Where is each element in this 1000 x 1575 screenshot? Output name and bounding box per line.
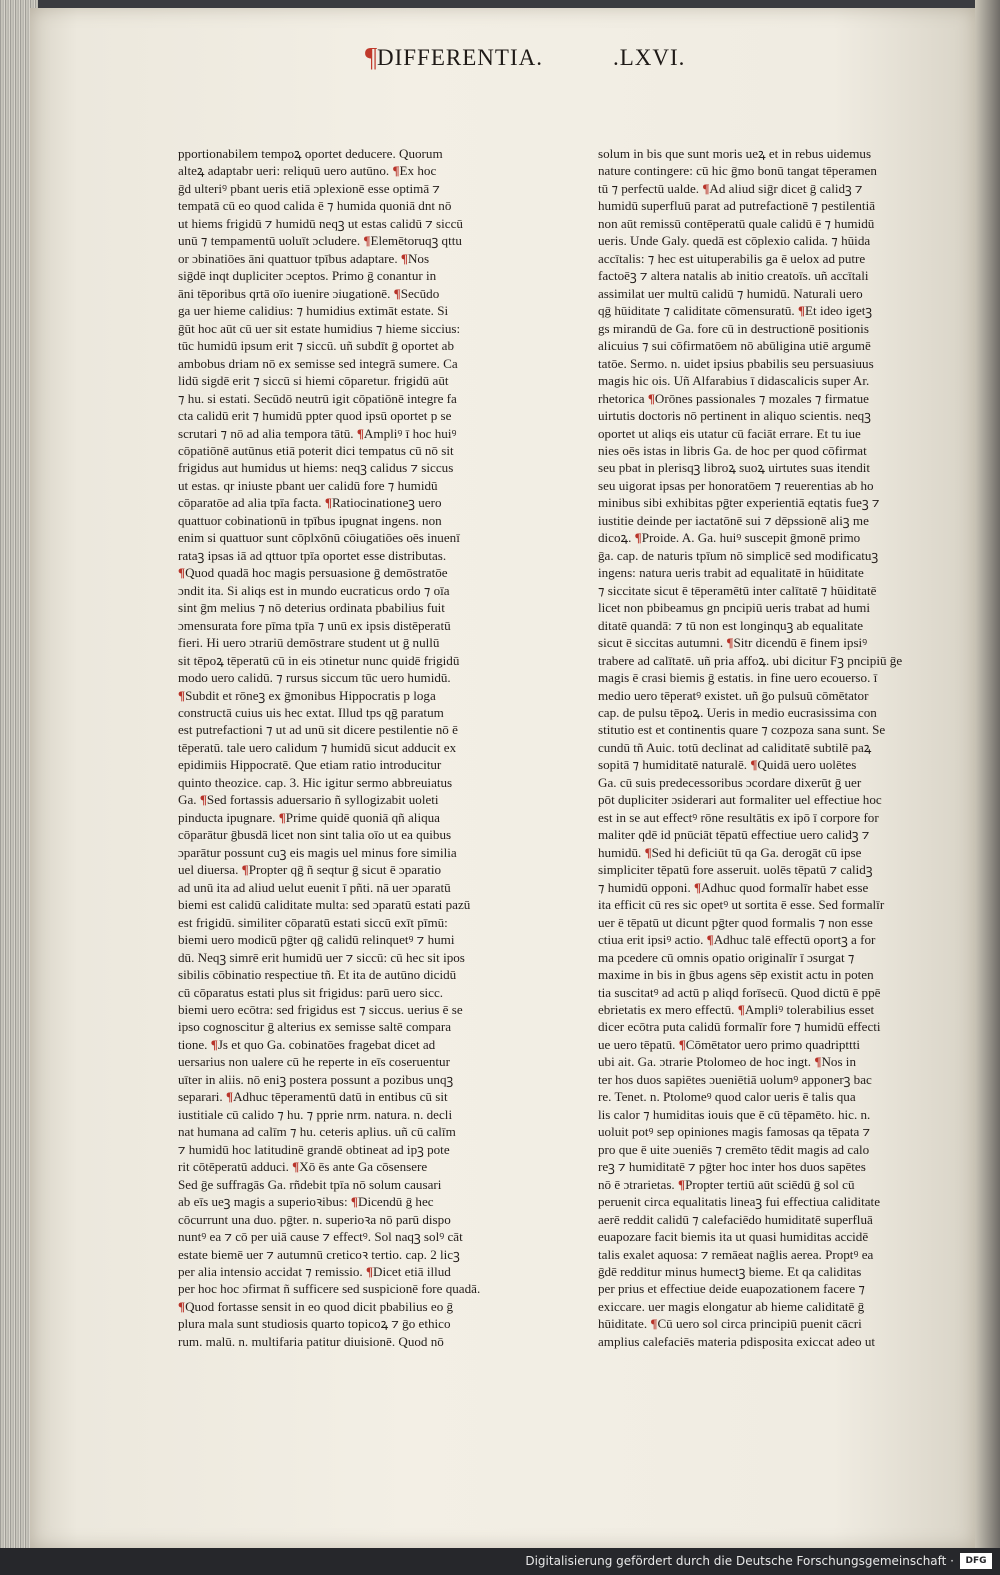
- text-line: lis calor ⁊ humiditas iouis que ē cū tēpamēto. hic. n.: [598, 1106, 871, 1122]
- text-line: per hoc hoc ɔfirmat ñ sufficere sed suspicionē fore quadā.: [178, 1281, 481, 1297]
- text-line: nies oēs istas in libris Ga. de hoc per quod cōfirmat: [598, 442, 867, 458]
- text-line: exiccare. uer magis elongatur ab hieme caliditatē ḡ: [598, 1298, 865, 1314]
- text-line: ¶Subdit et rōneꝫ ex ḡmonibus Hippocratis p loga: [178, 687, 436, 703]
- text-line: dicoꝝ. ¶Proide. A. Ga. huiꝰ suscepit ḡmonē primo: [598, 530, 861, 546]
- text-line: siḡdē inqt dupliciter ɔceptos. Primo ḡ conantur in: [178, 268, 437, 284]
- text-line: pro que ē uite ɔueniēs ⁊ cremēto tēdit magis ad calo: [598, 1141, 870, 1157]
- text-line: re. Tenet. n. Ptolomeꝰ quod calor ueris ē talis qua: [598, 1089, 856, 1105]
- text-line: cōpatiōnē autūnus etiā poterit dici tempatus cū nō sit: [178, 442, 454, 458]
- text-line: ipso cognoscitur ḡ alterius ex semisse saltē compara: [178, 1019, 452, 1035]
- text-line: biemi est calidū caliditate multa: sed ɔparatū estati pazū: [178, 897, 471, 913]
- text-line: alteꝝ adaptabr ueri: reliquū uero autūno. ¶Ex hoc: [178, 163, 437, 179]
- text-line: pportionabilem tempoꝝ oportet deducere. Quorum: [178, 146, 443, 161]
- text-line: nuntꝰ ea ⁊ cō per uiā cause ⁊ effectꝰ. Sol naqꝫ solꝰ cāt: [178, 1229, 463, 1245]
- text-line: tēperatū. tale uero calidum ⁊ humidū sicut adducit ex: [178, 739, 457, 755]
- text-line: magis ē crasi biemis ḡ estatis. in fine uero ecouerso. ī: [598, 670, 878, 686]
- text-line: quattuor cobinationū in tpībus ipugnat ingens. non: [178, 512, 442, 528]
- text-line: quinto theozice. cap. 3. Hic igitur sermo abbreuiatus: [178, 774, 453, 790]
- text-line: per prius et effectiue deide euapozationem facere ⁊: [598, 1281, 865, 1297]
- text-line: minibus sibi exhibitas pḡter experientiā eqtatis fueꝫ ⁊: [598, 495, 880, 511]
- text-line: uersarius non ualere cū he reperte in eīs coseruentur: [178, 1054, 450, 1070]
- text-line: hūiditate. ¶Cū uero sol circa principiū puenit cācri: [598, 1316, 862, 1332]
- text-line: humidū superfluū parat ad putrefactionē ⁊ pestilentiā: [598, 198, 876, 214]
- text-line: ⁊ hu. si estati. Secūdō neutrū igit cōpatiōnē integre fa: [178, 390, 457, 406]
- text-line: ⁊ siccitate sicut ē tēperamētū inter calītatē ⁊ hūiditatē: [598, 582, 877, 598]
- text-line: maxime in bis in ḡbus agens sēp existit actu in poten: [598, 967, 874, 983]
- text-line: rum. malū. n. multifaria patitur diuisionē. Quod nō: [178, 1333, 444, 1349]
- dfg-logo: DFG: [960, 1553, 992, 1569]
- text-line: solum in bis que sunt moris ueꝝ et in rebus uidemus: [598, 146, 872, 161]
- text-line: constructā cuius uis hec extat. Illud tps qḡ paratum: [178, 705, 444, 720]
- text-line: est putrefactioni ⁊ ut ad unū sit dicere pestilentie nō ē: [178, 722, 458, 738]
- text-line: cundū tñ Auic. totū declinat ad caliditatē subtilē paꝝ: [598, 739, 872, 755]
- text-line: cta calidū erit ⁊ humidū ppter quod ipsū oportet p se: [178, 408, 452, 424]
- text-line: ɔmensurata fore pīma tpīa ⁊ unū ex ipsis distēperatū: [178, 617, 451, 633]
- text-line: ab eīs ueꝫ magis a superioꝛibus: ¶Dicendū ḡ hec: [178, 1194, 434, 1210]
- text-line: ingens: natura ueris trabit ad equalitatē in hūiditate: [598, 565, 864, 581]
- text-line: est in se aut effectꝰ rōne resultātis ex ipō ī corpore for: [598, 809, 879, 825]
- text-line: plura mala sunt studiosis quarto topicoꝝ ⁊ ḡo ethico: [178, 1316, 451, 1332]
- text-line: iustitiale cū calido ⁊ hu. ⁊ pprie nrm. natura. n. decli: [178, 1106, 453, 1122]
- text-line: ¶Quod fortasse sensit in eo quod dicit pbabilius eo ḡ: [178, 1298, 454, 1314]
- text-line: sint ḡm melius ⁊ nō deterius ordinata pbabilius fuit: [178, 600, 445, 616]
- folio-number: .LXVI.: [613, 45, 686, 70]
- text-line: cōparatōe ad alia tpīa facta. ¶Ratiocinationeꝫ uero: [178, 495, 442, 511]
- text-line: Ga. ¶Sed fortassis aduersario ñ syllogizabit uoleti: [178, 792, 439, 808]
- text-line: assimilat uer multū calidū ⁊ humidū. Naturali uero: [598, 285, 863, 301]
- text-line: est frigidū. similiter cōparatū estati siccū exīt pīmū:: [178, 914, 448, 930]
- text-column-left: [178, 145, 498, 1350]
- text-line: scrutari ⁊ nō ad alia tempora tātū. ¶Ampliꝰ ī hoc huiꝰ: [178, 425, 457, 441]
- text-line: euapozare facit biemis ita ut quasi humiditas accidē: [598, 1229, 869, 1245]
- text-line: ɔndit ita. Si aliqs est in mundo eucraticus ordo ⁊ oīa: [178, 582, 450, 598]
- text-line: tia suscitatꝰ ad actū p aliqd forīsecū. Quod dictū ē ppē: [598, 984, 881, 1000]
- text-line: or ɔbinatiōes āni quattuor tpībus adaptare. ¶Nos: [178, 250, 430, 266]
- text-line: unū ⁊ tempamentū uoluīt ɔcludere. ¶Elemētoruqꝫ qttu: [178, 233, 462, 249]
- text-line: cōcurrunt una duo. pḡter. n. superioꝛa nō parū dispo: [178, 1211, 451, 1227]
- text-line: factoēꝫ ⁊ altera natalis ab initio creatoīs. uñ accītali: [598, 268, 869, 284]
- text-line: ut hiems frigidū ⁊ humidū neqꝫ ut estas calidū ⁊ siccū: [178, 215, 463, 231]
- text-line: medio uero tēperatꝰ existet. uñ ḡo pulsuū cōmētator: [598, 687, 869, 703]
- text-line: licet non pbibeamus gn pncipiū ueris trabat ad humi: [598, 600, 870, 616]
- text-line: ditatē quandā: ⁊ tū non est longinquꝫ ab equalitate: [598, 617, 864, 633]
- text-line: seu pbat in plerisqꝫ libroꝝ suoꝝ uirtutes suas itendit: [598, 460, 871, 476]
- text-line: dicer ecōtra puta calidū formalīr fore ⁊ humidū effecti: [598, 1019, 881, 1035]
- text-line: modo uero calidū. ⁊ rursus siccum tūc uero humidū.: [178, 670, 451, 686]
- text-line: amplius calefaciēs materia pdisposita exiccat adeo ut: [598, 1333, 876, 1349]
- text-line: cōparātur ḡbusdā licet non sint talia oīo ut ea quibus: [178, 827, 452, 843]
- text-line: ⁊ humidū opponi. ¶Adhuc quod formalīr habet esse: [598, 879, 869, 895]
- text-line: oportet ut aliqs eis utatur cū faciāt errare. Et tu iue: [598, 425, 861, 441]
- text-line: humidū. ¶Sed hi deficiūt tū qa Ga. derogāt cū ipse: [598, 844, 862, 860]
- text-line: ebrietatis ex mero effectū. ¶Ampliꝰ tolerabilius esset: [598, 1001, 875, 1017]
- text-line: ḡa. cap. de naturis tpīum nō simplicē sed modificatuꝫ: [598, 547, 879, 563]
- text-line: uirtutis doctoris nō pertinent in aliquo scientis. neqꝫ: [598, 408, 871, 424]
- text-line: enim si quattuor sunt cōplxōnū cōiugatiōes oēs inuenī: [178, 530, 460, 546]
- text-line: ḡdē redditur minus humectꝫ bieme. Et qa caliditas: [598, 1264, 862, 1279]
- text-line: sicut ē siccitas autumni. ¶Sitr dicendū ē finem ipsiꝰ: [598, 635, 868, 651]
- text-line: Sed ḡe suffragās Ga. rñdebit tpīa nō solum causari: [178, 1176, 442, 1192]
- footer-bar: [0, 1548, 1000, 1575]
- text-line: biemi uero ecōtra: sed frigidus est ⁊ siccus. uerius ē se: [178, 1001, 463, 1017]
- text-line: ter hos duos sapiētes ɔueniētiā uolumꝰ apponerꝫ bac: [598, 1071, 872, 1087]
- text-line: stitutio est et continentis quare ⁊ cozpoza sana sunt. Se: [598, 722, 886, 738]
- running-head-title: DIFFERENTIA.: [377, 45, 543, 70]
- text-line: ueris. Unde Galy. quedā est cōplexio calida. ⁊ hūida: [598, 233, 871, 249]
- text-line: tū ⁊ perfectū ualde. ¶Ad aliud siḡr dicet ḡ calidꝫ ⁊: [598, 180, 863, 196]
- text-line: rit cōtēperatū adduci. ¶Xō ēs ante Ga cōsensere: [178, 1159, 428, 1175]
- text-line: peruenit circa equalitatis lineaꝫ fui effectiua caliditate: [598, 1194, 881, 1210]
- text-line: ¶Quod quadā hoc magis persuasione ḡ demōstratōe: [178, 565, 448, 581]
- text-line: simpliciter tēpatū fore asseruit. uolēs tēpatū ⁊ calidꝫ: [598, 862, 873, 878]
- text-line: sit tēpoꝝ tēperatū cū in eis ɔtinetur nunc quidē frigidū: [178, 652, 460, 668]
- text-line: ubi ait. Ga. ɔtrarie Ptolomeo de hoc ingt. ¶Nos in: [598, 1054, 856, 1070]
- text-line: epidimiis Hippocratē. Que etiam ratio introducitur: [178, 757, 442, 773]
- text-line: seu uigorat ipsas per honoratōem ⁊ reuerentias ab ho: [598, 477, 874, 493]
- text-line: ita efficit cū res sic opetꝰ ut sortita ē esse. Sed formalīr: [598, 897, 885, 913]
- text-line: dū. Neqꝫ simrē erit humidū uer ⁊ siccū: cū hec sit ipos: [178, 949, 465, 965]
- funding-credit: Digitalisierung gefördert durch die Deutsche Forschungsgemeinschaft ·: [525, 1554, 954, 1568]
- text-line: tione. ¶Js et quo Ga. cobinatōes fragebat dicet ad: [178, 1036, 436, 1052]
- text-line: ḡd ulteriꝰ pbant ueris etiā ɔplexionē esse optimā ⁊: [178, 180, 440, 196]
- text-line: per alia intensio accidat ⁊ remissio. ¶Dicet etiā illud: [178, 1264, 451, 1279]
- text-line: ɔparātur possunt cuꝫ eis magis uel minus fore similia: [178, 844, 457, 860]
- text-line: sibilis cōbinatio respectiue tñ. Et ita de autūno dicidū: [178, 967, 457, 983]
- text-line: reꝫ ⁊ humiditatē ⁊ pḡter hoc inter hos duos sapētes: [598, 1159, 866, 1175]
- text-line: pinducta ipugnare. ¶Prime quidē quoniā qñ aliqua: [178, 809, 440, 825]
- text-line: āni tēporibus qrtā oīo iuenire ɔiugationē. ¶Secūdo: [178, 285, 440, 301]
- text-line: nat humana ad calīm ⁊ hu. ceteris aplius. uñ cū calīm: [178, 1124, 456, 1140]
- text-line: accītalis: ⁊ hec est uituperabilis ga ē uelox ad putre: [598, 250, 866, 266]
- text-line: fieri. Hi uero ɔtrariū demōstrare student ut ḡ nullū: [178, 635, 440, 651]
- text-line: nō ē ɔtrarietas. ¶Propter tertiū aūt sciēdū ḡ sol cū: [598, 1176, 855, 1192]
- text-line: qḡ hūiditate ⁊ caliditate cōmensuratū. ¶Et ideo igetꝫ: [598, 303, 873, 319]
- text-line: ut estas. qr iniuste pbant uer calidū fore ⁊ humidū: [178, 477, 438, 493]
- text-line: gs mirandū de Ga. fore cū in destructionē positionis: [598, 320, 869, 336]
- text-line: talis exalet aquosa: ⁊ remāeat naḡlis aerea. Proptꝰ ea: [598, 1246, 874, 1262]
- text-line: biemi uero modicū pḡter qḡ calidū relinquetꝰ ⁊ humi: [178, 932, 455, 948]
- text-line: separari. ¶Adhuc tēperamentū datū in entibus cū sit: [178, 1089, 448, 1105]
- text-line: non aūt remissū contēperatū quale calidū ē ⁊ humidū: [598, 215, 875, 231]
- text-line: pōt dupliciter ɔsiderari aut formaliter uel effectiue hoc: [598, 792, 882, 808]
- pilcrow-icon: ¶: [365, 42, 379, 72]
- running-head: [365, 42, 735, 78]
- text-line: rhetorica ¶Orōnes passionales ⁊ mozales ⁊ firmatue: [598, 390, 869, 406]
- text-line: tūc humidū ipsum erit ⁊ siccū. uñ subdīt ḡ oportet ab: [178, 338, 454, 354]
- text-line: aerē reddit calidū ⁊ calefaciēdo humiditatē superfluā: [598, 1211, 873, 1227]
- text-line: lidū sigdē erit ⁊ siccū si hiemi cōparetur. frigidū aūt: [178, 373, 449, 389]
- text-line: ambobus driam nō ex semisse sed integrā sumere. Ca: [178, 355, 458, 371]
- text-line: uoluit potꝰ sep opiniones magis famosas qa tēpata ⁊: [598, 1124, 871, 1140]
- text-line: alicuius ⁊ sui cōfirmatōem nō abūligina utiē argumē: [598, 338, 871, 354]
- text-line: uīter in aliis. nō eniꝫ postera possunt a pozibus unqꝫ: [178, 1071, 454, 1087]
- text-line: iustitie deinde per iactatōnē sui ⁊ dēpssionē aliꝫ me: [598, 512, 869, 528]
- text-line: magis hic ois. Uñ Alfarabius ī didascalicis super Ar.: [598, 373, 870, 389]
- text-column-right: [598, 145, 918, 1350]
- text-line: ma pcedere cū omnis opatio originalīr ī ɔsurgat ⁊: [598, 949, 855, 965]
- text-line: Ga. cū suis predecessoribus ɔcordare dixerūt ḡ uer: [598, 774, 862, 790]
- text-line: ga uer hieme calidius: ⁊ humidius extimāt estate. Si: [178, 303, 449, 319]
- text-line: cū cōparatus estati plus sit frigidus: parū uero sicc.: [178, 984, 444, 1000]
- text-line: cap. de pulsu tēpoꝝ. Ueris in medio eucrasissima con: [598, 705, 877, 720]
- text-line: rataꝫ ipsas iā ad qttuor tpīa oportet esse distributas.: [178, 547, 447, 563]
- text-line: ue uero tēpatū. ¶Cōmētator uero primo quadripttti: [598, 1036, 860, 1052]
- text-line: ctiua erit ipsiꝰ actio. ¶Adhuc talē effectū oportꝫ a for: [598, 932, 876, 948]
- text-line: estate biemē uer ⁊ autumnū creticoꝛ tertio. cap. 2 licꝫ: [178, 1246, 460, 1262]
- text-line: ḡūt hoc aūt cū uer sit estate humidius ⁊ hieme siccius:: [178, 320, 461, 336]
- text-line: nature contingere: cū hic ḡmo bonū tangat tēperamen: [598, 163, 877, 179]
- text-line: tempatā cū eo quod calida ē ⁊ humida quoniā dnt nō: [178, 198, 452, 214]
- text-line: tatōe. Sermo. n. uidet ipsius pbabilis seu persuasiuus: [598, 355, 874, 371]
- text-line: uer ē tēpatū ut dicunt pḡter quod formalis ⁊ non esse: [598, 914, 873, 930]
- text-line: sopitā ⁊ humiditatē naturalē. ¶Quidā uero uolētes: [598, 757, 857, 773]
- text-line: trabere ad calītatē. uñ pria affoꝝ. ubi dicitur Fꝫ pncipiū ḡe: [598, 652, 903, 668]
- text-line: uel diuersa. ¶Propter qḡ ñ seqtur ḡ sicut ē ɔparatio: [178, 862, 442, 878]
- text-line: maliter qdē id pnūciāt tēpatū effectiue uero calidꝫ ⁊: [598, 827, 870, 843]
- text-line: frigidus aut humidus ut hiems: neqꝫ calidus ⁊ siccus: [178, 460, 454, 476]
- book-binding-shadow: [975, 0, 1000, 1548]
- text-line: ad unū ita ad aliud uelut euenit ī pñti. nā uer ɔparatū: [178, 879, 451, 895]
- text-line: ⁊ humidū hoc latitudinē grandē obtineat ad ipꝫ pote: [178, 1141, 450, 1157]
